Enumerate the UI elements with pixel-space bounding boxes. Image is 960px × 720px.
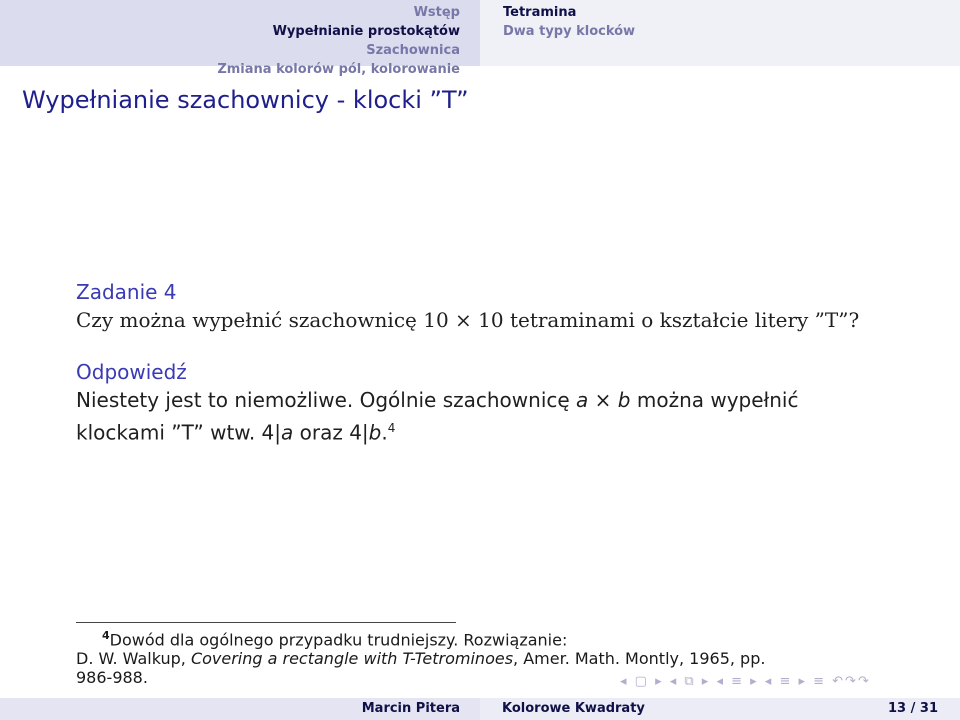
nav-section-wypelnianie[interactable]: Wypełnianie prostokątów	[272, 24, 460, 39]
nav-section-szachownica[interactable]: Szachownica	[366, 43, 460, 58]
answer-line1-end: można wypełnić	[630, 388, 799, 412]
times-sign: ×	[588, 388, 618, 412]
footnote-line2-end: , Amer. Math. Montly, 1965, pp.	[513, 649, 766, 669]
footnote-ref[interactable]: 4	[387, 421, 396, 435]
nav-section-zmiana-kolorow[interactable]: Zmiana kolorów pól, kolorowanie	[217, 62, 460, 77]
task-text: Czy można wypełnić szachownicę 10 × 10 tetraminami o kształcie litery ”T”?	[76, 308, 860, 332]
answer-block	[76, 358, 896, 447]
answer-title: Odpowiedź	[76, 360, 187, 384]
task-title: Zadanie 4	[76, 280, 177, 304]
header-section-list	[217, 3, 460, 79]
answer-line2-end: .	[381, 420, 388, 445]
frame-title: Wypełnianie szachownicy - klocki ”T”	[22, 86, 469, 114]
footer-author: Marcin Pitera	[0, 698, 480, 720]
footnote-line2-start: D. W. Walkup,	[76, 649, 191, 669]
header-subsection-list	[503, 3, 635, 41]
var-b2: b	[368, 420, 382, 445]
beamer-navigation-icons[interactable]: ◂ ▢ ▸ ◂ ⧉ ▸ ◂ ≡ ▸ ◂ ≡ ▸ ≡ ↶↷↷	[620, 674, 871, 689]
footnote-mark: 4	[102, 629, 110, 642]
footer-page-number: 13 / 31	[888, 701, 938, 716]
nav-subsection-dwa-typy[interactable]: Dwa typy klocków	[503, 24, 636, 39]
footnote-paper-title: Covering a rectangle with T-Tetrominoes	[190, 649, 514, 669]
var-b: b	[617, 388, 631, 412]
footnote-line1: $^4$Dowód dla ogólnego przypadku trudniejszy. Rozwiązanie:	[102, 629, 568, 650]
nav-section-wstep[interactable]: Wstęp	[413, 5, 460, 20]
task-block	[76, 278, 896, 334]
footnote-rule	[76, 622, 456, 623]
answer-line1-start: Niestety jest to niemożliwe. Ogólnie szachownicę	[76, 388, 577, 412]
navigation-header	[0, 0, 960, 77]
nav-subsection-tetramina[interactable]: Tetramina	[503, 5, 577, 20]
answer-line2-mid: oraz 4|	[293, 420, 369, 445]
answer-line2-start: klockami ”T” wtw. 4|	[76, 420, 282, 445]
footer-title-panel	[480, 698, 960, 720]
footer-bar	[0, 698, 960, 720]
var-a2: a	[281, 420, 294, 445]
var-a: a	[576, 388, 589, 412]
footnote-line3: 986-988.	[76, 668, 148, 688]
footer-title: Kolorowe Kwadraty	[502, 701, 645, 716]
answer-text	[76, 386, 896, 447]
